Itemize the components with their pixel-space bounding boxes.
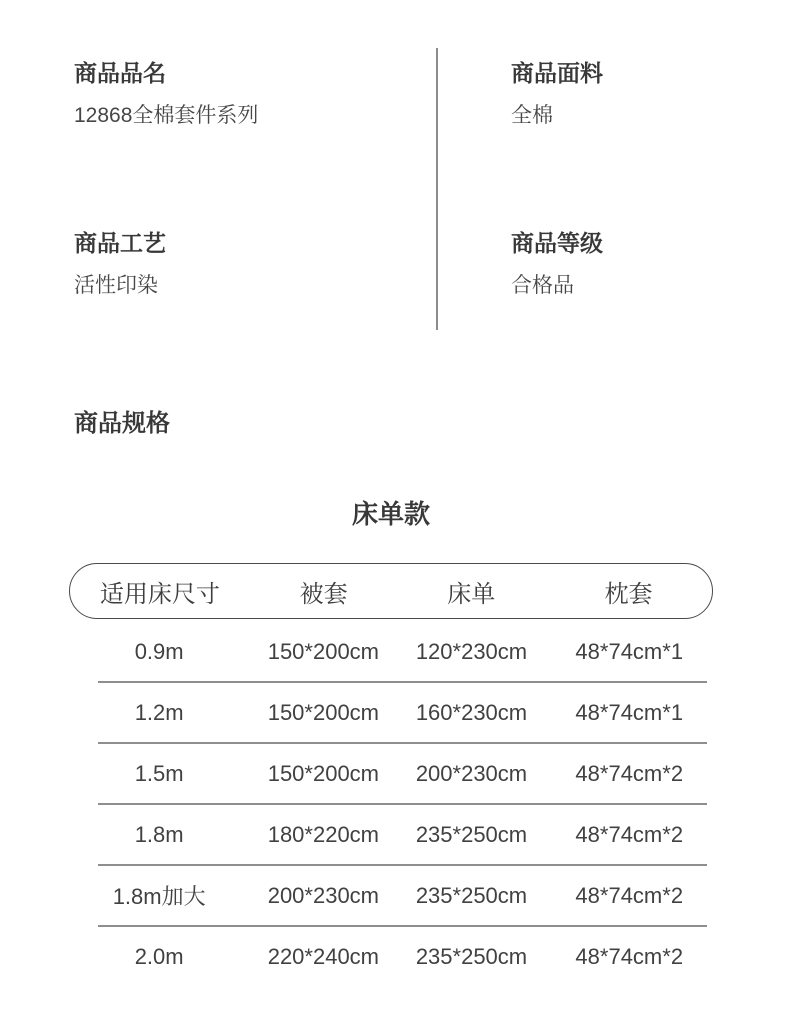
cell-bed-sheet: 160*230cm [415, 699, 528, 725]
cell-bed-size: 1.8m加大 [112, 884, 206, 909]
header-bed-sheet: 床单 [447, 580, 496, 608]
attribute-label-product-name: 商品品名 [74, 60, 166, 86]
attribute-value-craft: 活性印染 [74, 274, 158, 297]
attribute-value-grade: 合格品 [511, 274, 574, 297]
cell-duvet-cover: 180*220cm [267, 821, 380, 847]
cell-bed-size: 0.9m [134, 638, 184, 664]
size-table-header [69, 563, 713, 619]
header-pillowcase: 枕套 [604, 580, 653, 608]
cell-bed-size: 1.2m [134, 699, 184, 725]
table-title-sheet-style: 床单款 [351, 499, 430, 529]
size-table-body [69, 622, 713, 986]
cell-pillowcase: 48*74cm*2 [575, 943, 684, 969]
table-row [69, 622, 713, 681]
cell-pillowcase: 48*74cm*2 [575, 821, 684, 847]
cell-bed-sheet: 120*230cm [415, 638, 528, 664]
cell-pillowcase: 48*74cm*2 [575, 760, 684, 786]
table-row [69, 866, 713, 925]
cell-bed-sheet: 235*250cm [415, 943, 528, 969]
attribute-value-fabric: 全棉 [511, 104, 553, 127]
cell-pillowcase: 48*74cm*1 [575, 638, 684, 664]
cell-duvet-cover: 220*240cm [267, 943, 380, 969]
table-row [69, 927, 713, 986]
vertical-divider [436, 48, 438, 330]
cell-pillowcase: 48*74cm*2 [575, 882, 684, 908]
cell-duvet-cover: 150*200cm [267, 699, 380, 725]
cell-bed-size: 2.0m [134, 943, 184, 969]
section-title-specifications: 商品规格 [74, 410, 170, 437]
cell-bed-sheet: 235*250cm [415, 821, 528, 847]
table-row [69, 805, 713, 864]
attribute-grade [511, 230, 771, 298]
cell-duvet-cover: 150*200cm [267, 760, 380, 786]
table-row [69, 744, 713, 803]
attribute-fabric [511, 60, 771, 128]
cell-bed-sheet: 200*230cm [415, 760, 528, 786]
header-bed-size: 适用床尺寸 [99, 580, 220, 608]
attribute-label-craft: 商品工艺 [74, 230, 166, 256]
attribute-label-grade: 商品等级 [511, 230, 603, 256]
header-duvet-cover: 被套 [299, 580, 348, 608]
cell-bed-size: 1.5m [134, 760, 184, 786]
cell-duvet-cover: 200*230cm [267, 882, 380, 908]
attribute-label-fabric: 商品面料 [511, 60, 603, 86]
cell-bed-sheet: 235*250cm [415, 882, 528, 908]
attribute-product-name [74, 60, 414, 128]
cell-pillowcase: 48*74cm*1 [575, 699, 684, 725]
attribute-craft [74, 230, 414, 298]
table-row [69, 683, 713, 742]
attribute-value-product-name: 12868全棉套件系列 [74, 104, 259, 127]
cell-duvet-cover: 150*200cm [267, 638, 380, 664]
cell-bed-size: 1.8m [134, 821, 184, 847]
